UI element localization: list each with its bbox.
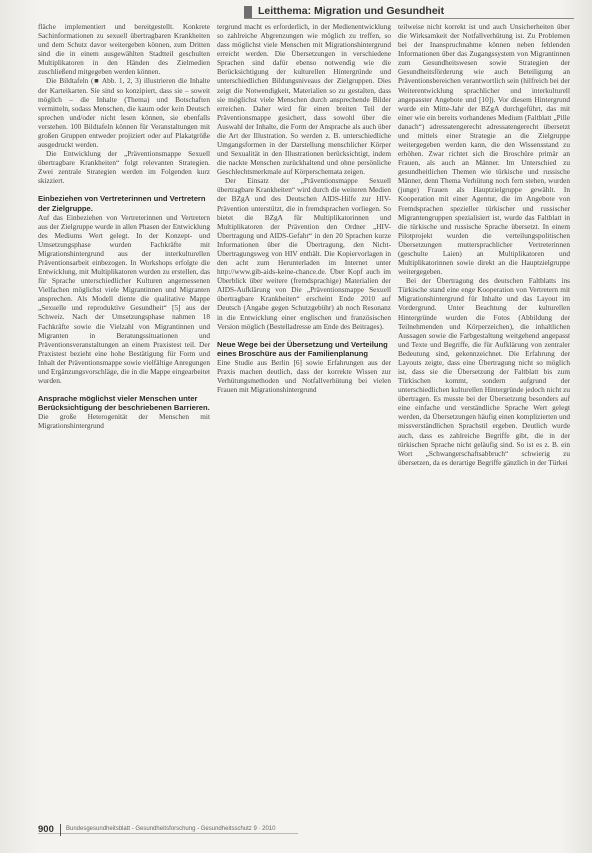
page-number: 900: [38, 824, 54, 835]
section-title: Leitthema: Migration und Gesundheit: [258, 5, 445, 17]
paragraph: Die große Heterogenität der Menschen mit Migrationshintergrund: [38, 412, 210, 431]
subheading: Einbeziehen von Vertreterinnen und Vertretern der Zielgruppe.: [38, 194, 206, 213]
paragraph: fläche implementiert und bereitgestellt. Konkrete Sachinformationen zu sexuell übertragbaren Krankheiten und dem Schutz davor weitergeben können, zum Dritten sind die in einem ausgewählten Stadtteil geschulten Multiplikatoren in den Händen des Zielmedien zuschließend mitgegeben werden können.: [38, 22, 210, 77]
footer-divider: [60, 824, 61, 836]
subheading: Ansprache möglichst vieler Menschen unter Berücksichtigung der beschriebenen Barrieren.: [38, 394, 210, 413]
paragraph: Bei der Übertragung des deutschen Faltblatts ins Türkische stand eine enge Kooperation von Vertretern mit Migrationshintergrund für Inhalte und das Layout im Vordergrund. Unter Beachtung der kulturellen Hintergründe wurden die Fotos (Abbildung der Teilnehmenden und Körperzeichen), die inhaltlichen Aussagen sowie die Farbgestaltung weitgehend angepasst und Texte und Begriffe, die für Aufklärung von zentraler Bedeutung sind, gekennzeichnet. Die Erfahrung der Layouts zeigte, dass eine Übertragung nicht so möglich ist, dass sie die Übersetzung der Faltblatt bis zum Türkischen kommt, sondern aufgrund der unterschiedlichen kulturellen Hintergründe jedoch nicht zu übertragen. Es musste bei der Übersetzung besonders auf eine einfache und verständliche Sprache Wert gelegt werden, da Übersetzungen häufig einen komplizierten und missverständlichen Sprachstil ergeben. Deutlich wurde auch, dass es zahlreiche Begriffe gibt, die in der türkischen Sprache nicht geläufig sind. So ist es z. B. ein Wort „Schwangerschaftsabbruch“ schwierig zu übersetzen, da es derartige Begriffe gänzlich in der Türkei: [398, 276, 570, 467]
footer-rule: [38, 833, 298, 834]
paragraph: Die Entwicklung der „Präventionsmappe Sexuell übertragbare Krankheiten“ folgt relevanten Strategien. Zwei zentrale Strategien werden im Folgenden kurz skizziert.: [38, 149, 210, 186]
paragraph: Eine Studie aus Berlin [6] sowie Erfahrungen aus der Praxis machen deutlich, dass der korrekte Wissen zur Verhütungsmethoden und Notfallverhütung bei vielen Frauen mit Migrationshintergrund: [217, 357, 391, 395]
subheading: Neue Wege bei der Übersetzung und Verteilung eines Broschüre aus der Familienplanung: [217, 339, 388, 358]
paragraph: tergrund macht es erforderlich, in der Medienentwicklung so zahlreiche Abgrenzungen wie möglich zu treffen, so dass möglichst viele Menschen mit Migrationshintergrund erreicht werden. Die Übersetzungen in verschiedene Sprachen sind dafür ebenso notwendig wie die Berücksichtigung der kulturellen Hintergründe und unterschiedlichen Bildungsniveaus der Zielgruppen. Dies zeigt die Notwendigkeit, Materialien so zu gestalten, dass sie möglichst viele Menschen durch ansprechende Bilder erreichen. Daher wird für einen breiten Teil der Präventionsmappe gesichert, dass sowohl über die Auswahl der Inhalte, die Form der Ansprache als auch über die Art der Illustration. So werden z. B. unterschiedliche Umgangsformen in der Darstellung menschlicher Körper und Sexualität in den Illustrationen berücksichtigt, indem die nackte Menschen zurückhaltend und ohne persönliche Geschlechtsmerkmale auf Körperschemata zeigen.: [217, 22, 391, 177]
text-column-3: [398, 22, 570, 827]
paragraph: Auf das Einbeziehen von Vertreterinnen und Vertretern aus der Zielgruppe wurde in allen Phasen der Entwicklung des Mediums Wert gelegt. In der Konzept- und Umsetzungsphase wurden Fachkräfte mit Migrationshintergrund aus der interkulturellen Präventionsarbeit einbezogen. In Workshops erfolgte die Entwicklung, mit Multiplikatoren wurden zu erstellen, das für Sprache unterschiedlicher Kulturen angemessenen Vielfachen möglichst viele Migrantinnen und Migranten ansprechen. Als Modell diente die qualitative Mappe „Sexuelle und reproduktive Gesundheit“ [5] aus der Schweiz. Nach der Umsetzungsphase nahmen 18 Fachkräfte sowie die Vielzahl von Migrantinnen und Migranten in Beratungssituationen und Präventionsveranstaltungen an einem Praxistest teil. Der Praxistest bezieht eine hohe Bestätigung für Form und Inhalt der Präventionsmappe sowie vielfältige Anregungen und Ergänzungsvorschläge, die in die Mappe eingearbeitet wurden.: [38, 212, 210, 385]
text-column-2: [217, 22, 391, 827]
text-column-1: [38, 22, 210, 827]
section-header: [244, 6, 574, 19]
journal-citation: Bundesgesundheitsblatt - Gesundheitsforschung - Gesundheitsschutz 9 · 2010: [66, 826, 276, 832]
header-accent-block: [244, 6, 252, 18]
paragraph: Der Einsatz der „Präventionsmappe Sexuell übertragbare Krankheiten“ wird durch die weiteren Medien der BZgA und des Deutschen AIDS-Hilfe zur HIV-Prävention unterstützt, die in fremdsprachen vorliegen. So bietet die BZgA für Multiplikatorinnen und Multiplikatoren der Prävention den Ordner „HIV-Übertragung und AIDS-Gefahr“ in den 20 Sprachen kurze Informationen über die Übertragung, den Nicht-Übertragungsweg von HIV enthält. Die Kopiervorlagen in den acht zum Herunterladen im Internet unter http://www.gib-aids-keine-chance.de. Über Kopf auch im Überblick über weitere (fremdsprachige) Materialien der AIDS-Aufklärung von Die „Präventionsmappe Sexuell übertragbare Krankheiten“ erscheint Ende 2010 auf Deutsch (Angabe gegen Schutzgebühr) ab noch Resonanz in die Entwicklung einer englischen und französischen Version möglich (Bestelladresse am Ende des Beitrages).: [217, 176, 391, 331]
paragraph: Die Bildtafeln (■ Abb. 1, 2, 3) illustrieren die Inhalte der Karteikarten. Sie sind so konzipiert, dass sie – soweit möglich – die Inhalte (Thema) und Botschaften vermitteln, sodass Menschen, die kaum oder kein Deutsch sprechen und/oder nicht lesen können, sie ebenfalls verstehen. 100 Bildtafeln können für Veranstaltungen mit großen Gruppen entweder projiziert oder auf Plakatgröße ausgedruckt werden.: [38, 76, 210, 150]
paragraph: teilweise nicht korrekt ist und auch Unsicherheiten über die Wirksamkeit der Notfallverhütung ist. Zu Problemen bei der Inanspruchnahme können neben fehlenden Informationen über das Zugangssystem von Migrantinnen zum Gesundheitswesen sowie Strategien der Gesundheitsförderung wie auch Beteiligung an Präventionsbereichen verantwortlich sein (hilfreich bei der Weiterentwicklung sprachlicher und interkulturell angepasster Angebote und [10]). Vor diesem Hintergrund wurde ein Mitte-Jahr der BZgA durchgeführt, das mit einer wie ein bereits vorhandenes Medium (Faltblatt „Pille danach“) adressatengerecht adressatengerecht übersetzt und mittels einer Strategie an die Zielgruppe weitergegeben werden kann, die den Wissensstand zu erhöhen. Zwar richtet sich die Broschüre primär an Frauen, als auch an Männer. Im Unterschied zu gesundheitlichen Themen wie türkische und russische Männer, denn Thema Verhütung noch fern stehen, wurden (junge) Frauen als Hauptzielgruppe gewählt. In Kooperation mit einer Agentur, die im Angebote von Fremdsprachen spezieller türkischer und russischer Migrantengruppen spezialisiert ist, wurde das Faltblatt in die türkische und russische Sprache übersetzt. In einem Pilotprojekt wurden die verteilungspolitischen Übersetzungen muttersprachlicher Vertreterinnen (geschulte Laien) an Multiplikatoren und Multiplikatorinnen sowie direkt an die Hauptzielgruppe weitergegeben.: [398, 22, 570, 277]
